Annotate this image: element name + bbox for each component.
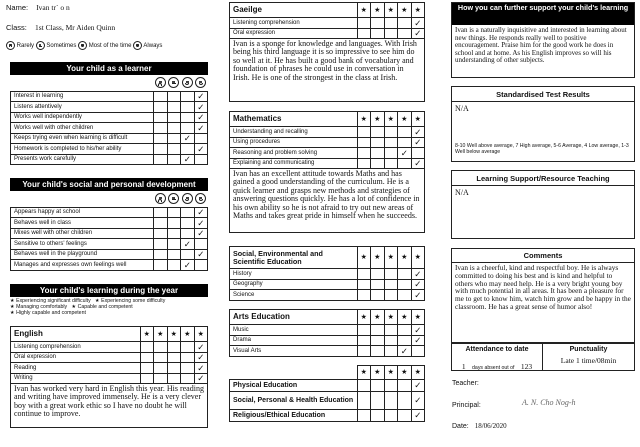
learning-support-value: N/A bbox=[455, 188, 469, 197]
social-row bbox=[11, 239, 208, 250]
check-mark-icon: ✓ bbox=[181, 154, 195, 165]
check-mark-icon: ✓ bbox=[411, 279, 425, 290]
row-label: Explaining and communicating bbox=[230, 158, 358, 169]
learning-support-section bbox=[451, 170, 635, 239]
check-mark-icon: ✓ bbox=[194, 144, 208, 155]
smile-face-icon bbox=[182, 193, 193, 204]
check-mark-icon: ✓ bbox=[181, 239, 195, 250]
star-icon: ★ bbox=[371, 366, 385, 380]
star-icon: ★ bbox=[411, 310, 425, 325]
row-label: Understanding and recalling bbox=[230, 127, 358, 138]
row-label: Keeps trying even when learning is difficult bbox=[11, 133, 154, 144]
check-mark-icon: ✓ bbox=[398, 148, 412, 159]
check-mark-icon: ✓ bbox=[398, 346, 412, 357]
class-label: Class: bbox=[6, 23, 27, 32]
star-icon: ★ bbox=[371, 112, 385, 127]
smile-face-icon bbox=[182, 77, 193, 88]
row-label: Writing bbox=[11, 373, 141, 384]
learning-year-section bbox=[10, 284, 208, 317]
comments-title: Comments bbox=[452, 249, 634, 263]
check-mark-icon: ✓ bbox=[411, 28, 425, 39]
neutral-face-icon bbox=[168, 77, 179, 88]
check-mark-icon: ✓ bbox=[411, 290, 425, 301]
sad-face-icon bbox=[155, 77, 166, 88]
row-label: Using procedures bbox=[230, 137, 358, 148]
star-icon: ★ bbox=[384, 112, 398, 127]
star-icon: ★ bbox=[10, 303, 15, 310]
row-label: Works well independently bbox=[11, 112, 154, 123]
learner-row bbox=[11, 112, 208, 123]
star-icon: ★ bbox=[411, 112, 425, 127]
star-icon: ★ bbox=[411, 247, 425, 269]
comments-text: Ivan is a cheerful, kind and respectful boy. He is always committed to doing his best and is kind and helpful to others who may need help. He is a very bright young boy with much potential in all areas. It has been a pleasure for me to get to know him, watch him grow and be happy in the classroom. He has a great sense of humor also! bbox=[455, 263, 631, 311]
sad-face-icon bbox=[6, 41, 15, 50]
punctuality-value: Late 1 time/08min bbox=[560, 356, 617, 365]
check-mark-icon: ✓ bbox=[194, 352, 208, 363]
row-label: Listening comprehension bbox=[11, 342, 141, 353]
row-label: Appears happy at school bbox=[11, 207, 154, 218]
support-section bbox=[451, 2, 635, 78]
face-legend: Rarely Sometimes Most of the time Always bbox=[6, 41, 208, 50]
class-value: 1st Class, Mr Aiden Quinn bbox=[34, 23, 116, 32]
learner-row bbox=[11, 144, 208, 155]
sese-section bbox=[229, 246, 425, 301]
row-label: Visual Arts bbox=[230, 346, 358, 357]
maths-row bbox=[230, 137, 425, 148]
neutral-face-icon bbox=[168, 193, 179, 204]
english-row bbox=[11, 352, 208, 363]
star-icon: ★ bbox=[357, 366, 371, 380]
punctuality-title: Punctuality bbox=[569, 346, 608, 353]
english-section bbox=[10, 326, 208, 428]
star-icon: ★ bbox=[384, 3, 398, 18]
row-label: Social, Personal & Health Education bbox=[230, 392, 358, 410]
check-mark-icon: ✓ bbox=[411, 392, 425, 410]
row-label: Homework is completed to his/her ability bbox=[11, 144, 154, 155]
row-label: Listens attentively bbox=[11, 102, 154, 113]
social-row bbox=[11, 249, 208, 260]
star-icon: ★ bbox=[357, 247, 371, 269]
check-mark-icon: ✓ bbox=[411, 410, 425, 422]
star-icon: ★ bbox=[154, 327, 168, 342]
arts-section bbox=[229, 309, 425, 357]
social-row bbox=[11, 207, 208, 218]
sad-face-icon bbox=[155, 193, 166, 204]
star-icon: ★ bbox=[167, 327, 181, 342]
social-row bbox=[11, 260, 208, 271]
standardised-section bbox=[451, 86, 635, 162]
gaeilge-section bbox=[229, 2, 425, 102]
check-mark-icon: ✓ bbox=[411, 269, 425, 280]
row-label: Interest in learning bbox=[11, 91, 154, 102]
smile-face-icon bbox=[78, 41, 87, 50]
learner-row bbox=[11, 102, 208, 113]
check-mark-icon: ✓ bbox=[411, 335, 425, 346]
maths-section bbox=[229, 111, 425, 233]
row-label: Reading bbox=[11, 363, 141, 374]
maths-row bbox=[230, 158, 425, 169]
other-subject-row bbox=[230, 392, 425, 410]
punctuality-section bbox=[543, 343, 635, 371]
english-row bbox=[11, 342, 208, 353]
sese-row bbox=[230, 279, 425, 290]
check-mark-icon: ✓ bbox=[181, 133, 195, 144]
english-title: English bbox=[11, 327, 141, 342]
learner-title: Your child as a learner bbox=[10, 62, 208, 75]
check-mark-icon: ✓ bbox=[194, 123, 208, 134]
check-mark-icon: ✓ bbox=[194, 342, 208, 353]
row-label: Music bbox=[230, 325, 358, 336]
check-mark-icon: ✓ bbox=[411, 127, 425, 138]
row-label: Religious/Ethical Education bbox=[230, 410, 358, 422]
star-icon: ★ bbox=[398, 366, 412, 380]
learner-row bbox=[11, 133, 208, 144]
learner-section bbox=[10, 62, 208, 165]
comments-section bbox=[451, 248, 635, 343]
star-icon: ★ bbox=[398, 247, 412, 269]
star-icon: ★ bbox=[411, 3, 425, 18]
learner-row bbox=[11, 123, 208, 134]
standardised-title: Standardised Test Results bbox=[452, 87, 634, 102]
star-icon: ★ bbox=[10, 298, 15, 304]
arts-row bbox=[230, 325, 425, 336]
maths-title: Mathematics bbox=[230, 112, 358, 127]
name-value: Ivan tr` o n bbox=[36, 3, 70, 12]
sese-row bbox=[230, 290, 425, 301]
star-icon: ★ bbox=[357, 310, 371, 325]
gaeilge-row bbox=[230, 28, 425, 39]
social-row bbox=[11, 218, 208, 229]
row-label: Presents work carefully bbox=[11, 154, 154, 165]
star-icon: ★ bbox=[10, 309, 15, 316]
other-subjects-section bbox=[229, 365, 425, 422]
check-mark-icon: ✓ bbox=[194, 102, 208, 113]
name-label: Name: bbox=[6, 3, 29, 12]
star-icon: ★ bbox=[194, 327, 208, 342]
big-smile-face-icon bbox=[195, 77, 206, 88]
learner-row bbox=[11, 154, 208, 165]
row-label: Oral expression bbox=[11, 352, 141, 363]
standardised-value: N/A bbox=[455, 104, 469, 113]
principal-label: Principal: bbox=[452, 402, 481, 409]
check-mark-icon: ✓ bbox=[411, 380, 425, 392]
social-section bbox=[10, 178, 208, 271]
social-table bbox=[10, 191, 208, 271]
star-icon: ★ bbox=[384, 247, 398, 269]
english-row bbox=[11, 373, 208, 384]
star-icon: ★ bbox=[181, 327, 195, 342]
total-days: 123 bbox=[520, 362, 533, 371]
row-label: Listening comprehension bbox=[230, 18, 358, 29]
arts-row bbox=[230, 346, 425, 357]
row-label: Reasoning and problem solving bbox=[230, 148, 358, 159]
check-mark-icon: ✓ bbox=[411, 158, 425, 169]
check-mark-icon: ✓ bbox=[411, 325, 425, 336]
row-label: Science bbox=[230, 290, 358, 301]
star-icon: ★ bbox=[398, 112, 412, 127]
footer bbox=[452, 380, 635, 430]
other-subject-row bbox=[230, 380, 425, 392]
english-row bbox=[11, 363, 208, 374]
star-icon: ★ bbox=[384, 366, 398, 380]
gaeilge-row bbox=[230, 18, 425, 29]
learner-table bbox=[10, 75, 208, 165]
star-icon: ★ bbox=[71, 303, 77, 310]
star-icon: ★ bbox=[398, 310, 412, 325]
check-mark-icon: ✓ bbox=[194, 373, 208, 384]
check-mark-icon: ✓ bbox=[194, 91, 208, 102]
check-mark-icon: ✓ bbox=[194, 249, 208, 260]
star-icon: ★ bbox=[411, 366, 425, 380]
check-mark-icon: ✓ bbox=[194, 228, 208, 239]
student-info bbox=[6, 3, 208, 50]
attendance-section bbox=[451, 343, 543, 371]
principal-signature: A. N. Cho Nog-h bbox=[522, 398, 576, 407]
row-label: Oral expression bbox=[230, 28, 358, 39]
row-label: Behaves well in class bbox=[11, 218, 154, 229]
star-icon: ★ bbox=[371, 310, 385, 325]
star-icon: ★ bbox=[357, 3, 371, 18]
days-absent: 1 bbox=[461, 362, 466, 371]
row-label: Geography bbox=[230, 279, 358, 290]
row-label: Physical Education bbox=[230, 380, 358, 392]
neutral-face-icon bbox=[36, 41, 45, 50]
star-icon: ★ bbox=[371, 3, 385, 18]
english-comment: Ivan has worked very hard in English this year. His reading and writing have improved immensely. He is a very clever boy with a great work ethic so I have no doubt he will continue to improve. bbox=[10, 384, 208, 428]
teacher-label: Teacher: bbox=[452, 380, 479, 387]
arts-title: Arts Education bbox=[230, 310, 358, 325]
star-icon: ★ bbox=[95, 298, 100, 304]
star-icon: ★ bbox=[398, 3, 412, 18]
big-smile-face-icon bbox=[195, 193, 206, 204]
check-mark-icon: ✓ bbox=[194, 363, 208, 374]
star-icon: ★ bbox=[140, 327, 154, 342]
row-label: Sensitive to others' feelings bbox=[11, 239, 154, 250]
maths-row bbox=[230, 127, 425, 138]
learning-support-title: Learning Support/Resource Teaching bbox=[452, 171, 634, 186]
check-mark-icon: ✓ bbox=[411, 18, 425, 29]
row-label: Works well with other children bbox=[11, 123, 154, 134]
standardised-note: 8-10 Well above average, 7 High average, 5-6 Average, 4 Low average, 1-3 Well below average bbox=[455, 143, 629, 155]
attendance-title: Attendance to date bbox=[465, 346, 529, 353]
learning-year-title: Your child's learning during the year bbox=[10, 284, 208, 297]
arts-row bbox=[230, 335, 425, 346]
big-smile-face-icon bbox=[133, 41, 142, 50]
attendance-mid-text: days absent out of bbox=[472, 365, 515, 371]
date-value: 18/06/2020 bbox=[474, 422, 507, 430]
check-mark-icon: ✓ bbox=[194, 112, 208, 123]
star-icon: ★ bbox=[357, 112, 371, 127]
check-mark-icon: ✓ bbox=[194, 218, 208, 229]
check-mark-icon: ✓ bbox=[181, 260, 195, 271]
maths-row bbox=[230, 148, 425, 159]
learner-row bbox=[11, 91, 208, 102]
sese-title: Social, Environmental and Scientific Education bbox=[230, 247, 358, 269]
gaeilge-comment: Ivan is a sponge for knowledge and languages. With Irish being his third language it is so impressive to see him do so well at it. He has built a good bank of vocabulary and foundation of phrases he could use in conversation in Irish. He is one of the strongest in the class at Irish. bbox=[229, 39, 425, 102]
social-title: Your child's social and personal development bbox=[10, 178, 208, 191]
other-subject-row bbox=[230, 410, 425, 422]
row-label: Manages and expresses own feelings well bbox=[11, 260, 154, 271]
star-icon: ★ bbox=[384, 310, 398, 325]
maths-comment: Ivan has an excellent attitude towards Maths and has gained a good understanding of the curriculum. He is a quick learner and grasps new methods and strategies of answering questions quickly. He has a lot of confidence in his own ability so he is not afraid to try out new areas of Maths and takes great pride in himself when he succeeds. bbox=[229, 169, 425, 233]
row-label: Drama bbox=[230, 335, 358, 346]
star-icon: ★ bbox=[371, 247, 385, 269]
sese-row bbox=[230, 269, 425, 280]
gaeilge-title: Gaeilge bbox=[230, 3, 358, 18]
row-label: Behaves well in the playground bbox=[11, 249, 154, 260]
row-label: Mixes well with other children bbox=[11, 228, 154, 239]
support-text: Ivan is a naturally inquisitive and interested in learning about new things. He responds really well to positive encouragement. Praise him for the good work he does in school and at home. As his English improves so will his understanding of other subjects. bbox=[455, 26, 627, 65]
star-legend: ★ Experiencing significant difficulty ★ Experiencing some difficulty ★ Managing comfortably ★ Capable and competent ★ Highly capable and competent bbox=[10, 298, 166, 316]
social-row bbox=[11, 228, 208, 239]
check-mark-icon: ✓ bbox=[194, 207, 208, 218]
check-mark-icon: ✓ bbox=[411, 137, 425, 148]
support-title: How you can further support your child's learning bbox=[452, 3, 634, 25]
date-label: Date: bbox=[452, 423, 469, 430]
row-label: History bbox=[230, 269, 358, 280]
